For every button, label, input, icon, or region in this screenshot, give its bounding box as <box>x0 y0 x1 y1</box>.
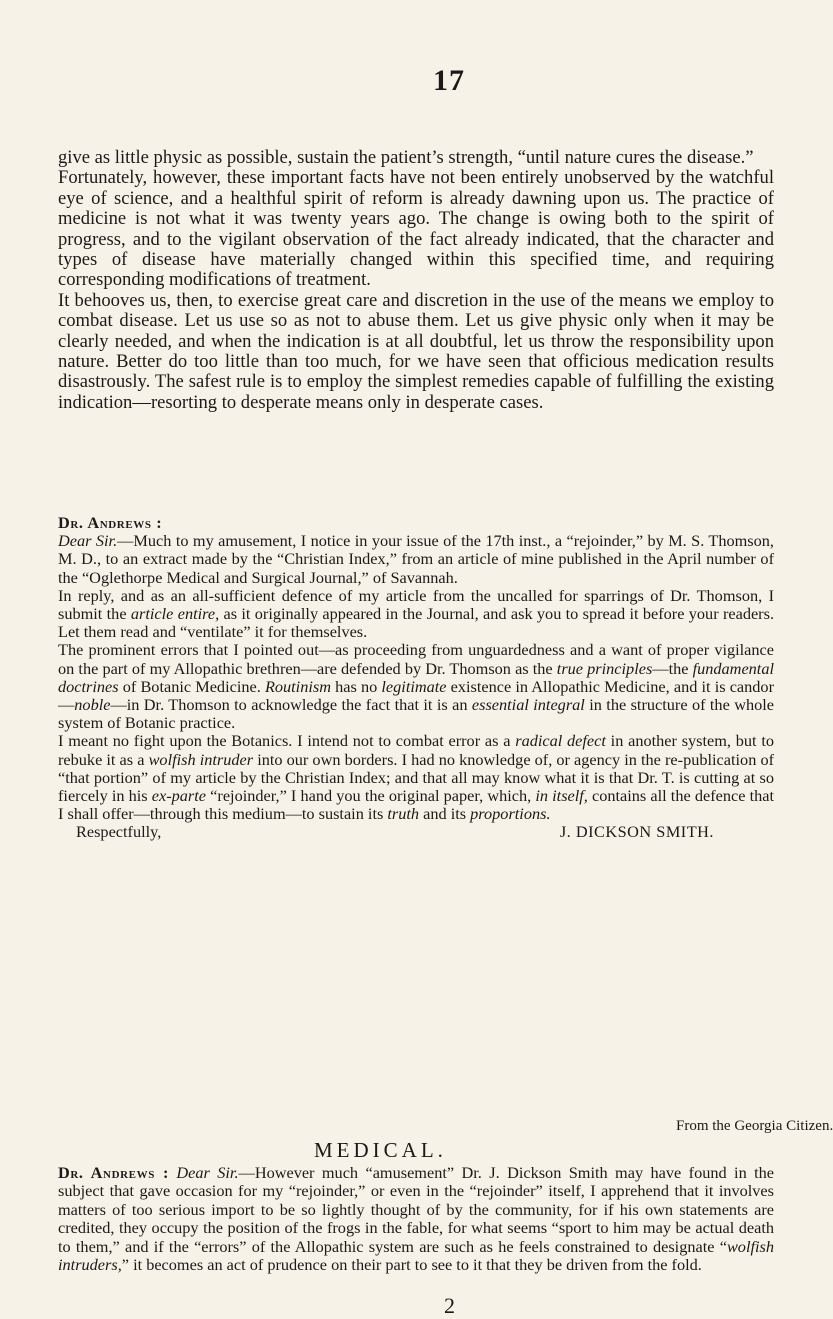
letter-paragraph: The prominent errors that I pointed out—as proceeding from unguardedness and a want of proper vigilance on the part of my Allopathic brethren—are defended by Dr. Thomson as the true principles—the fundamental doctrines of Botanic Medicine. Routinism has no legitimate existence in Allopathic Medicine, and it is candor—noble—in Dr. Thomson to acknowledge the fact that it is an essential integral in the structure of the whole system of Botanic practice. <box>58 640 774 733</box>
essay-paragraph: give as little physic as possible, sustain the patient’s strength, “until nature cures the disease.” <box>58 147 754 168</box>
letter-greeting: Dear Sir. <box>58 531 118 551</box>
section-title: MEDICAL. <box>314 1138 447 1162</box>
addressee: Dr. Andrews : <box>58 1163 169 1182</box>
source-credit: From the Georgia Citizen. <box>676 1118 833 1134</box>
reply-paragraph: Dr. Andrews : Dear Sir.—However much “amusement” Dr. J. Dickson Smith may have found in the subject that gave occasion for my “rejoinder,” or even in the “rejoinder” itself, I apprehend that it involves matters of too serious import to be so lightly thought of by the community, for if his own statements are credited, they occupy the position of the frogs in the fable, for what seems “sport to him may be actual death to them,” and if the “errors” of the Allopathic system are such as he feels constrained to designate “wolfish intruders,” it becomes an act of prudence on their part to see to it that they be driven from the fold. <box>58 1163 775 1275</box>
signature: J. DICKSON SMITH. <box>559 822 714 842</box>
closing: Respectfully, <box>76 822 162 842</box>
thomson-reply <box>58 1164 774 1274</box>
essay-paragraph: Fortunately, however, these important facts have not been entirely unobserved by the watchful eye of science, and a healthful spirit of reform is already dawning upon us. The practice of medicine is not what it was twenty years ago. The change is owing both to the spirit of progress, and to the vigilant observation of the fact already indicated, that the character and types of disease have materially changed within this specified time, and requiring corresponding modifications of treatment. <box>58 167 774 291</box>
letter-paragraph: In reply, and as an all-sufficient defence of my article from the uncalled for sparrings of Dr. Thomson, I submit the article entire, as it originally appeared in the Journal, and ask you to spread it before your readers. Let them read and “ventilate” it for themselves. <box>58 585 775 642</box>
letter-paragraph: Dear Sir.—Much to my amusement, I notice in your issue of the 17th inst., a “rejoinder,” by M. S. Thomson, M. D., to an extract made by the “Christian Index,” from an article of mine published in the April number of the “Oglethorpe Medical and Surgical Journal,” of Savannah. <box>58 531 774 587</box>
essay-paragraph: It behooves us, then, to exercise great care and discretion in the use of the means we employ to combat disease. Let us use so as not to abuse them. Let us give physic only when it may be clearly needed, and when the indication is at all doubtful, let us throw the responsibility upon nature. Better do too little than too much, for we have seen that officious medication results disastrously. The safest rule is to employ the simplest remedies capable of fulfilling the existing indication—resorting to desperate means only in desperate cases. <box>58 289 774 413</box>
letter-paragraph: I meant no fight upon the Botanics. I intend not to combat error as a radical defect in another system, but to rebuke it as a wolfish intruder into our own borders. I had no knowledge of, or agency in the re-publication of “that portion” of my article by the Christian Index; and that all may know what it is that Dr. T. is cutting at so fiercely in his ex-parte “rejoinder,” I hand you the original paper, which, in itself, contains all the defence that I shall offer—through this medium—to sustain its truth and its proportions. <box>58 731 775 824</box>
addressee: Dr. Andrews : <box>58 513 163 532</box>
reply-greeting: Dear Sir. <box>176 1163 239 1182</box>
letter-signoff <box>58 823 774 841</box>
page-number: 17 <box>433 64 465 97</box>
letter-heading <box>58 514 774 532</box>
essay-conclusion <box>58 148 774 413</box>
smith-letter <box>58 514 774 842</box>
signature-mark: 2 <box>444 1293 455 1318</box>
